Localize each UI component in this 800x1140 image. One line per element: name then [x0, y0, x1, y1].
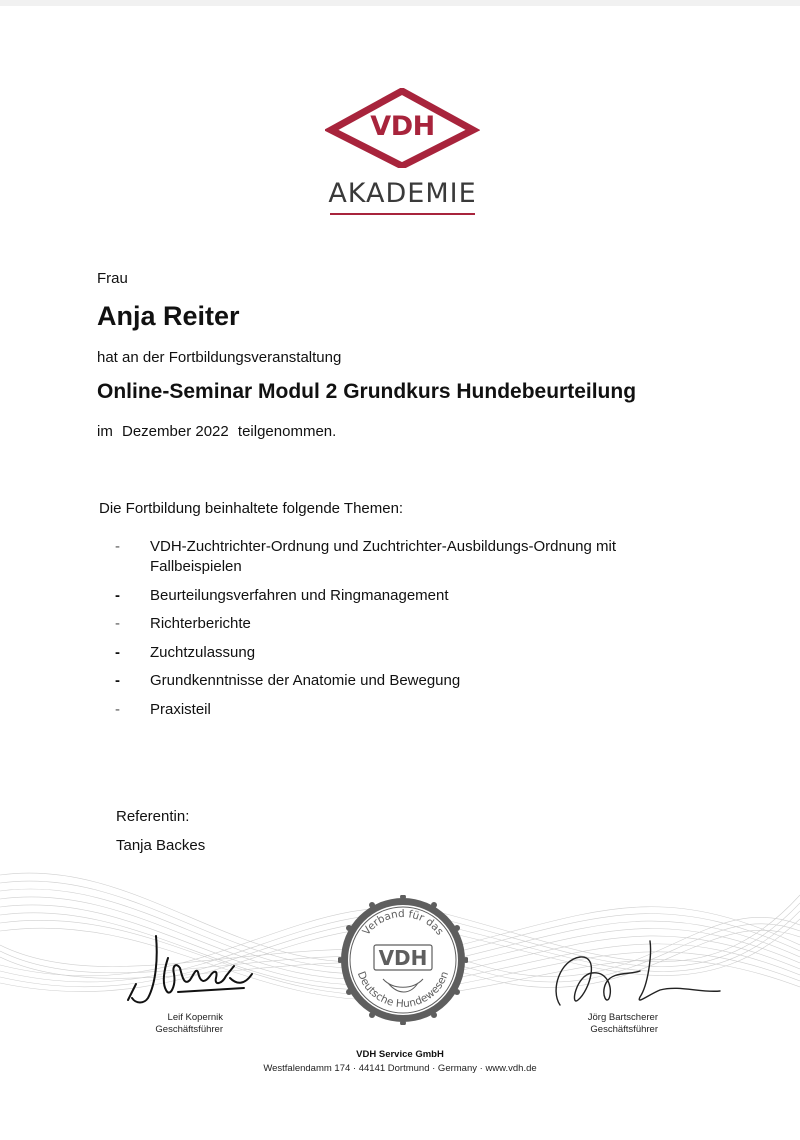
list-dash: -: [115, 586, 120, 604]
list-dash: -: [115, 643, 120, 661]
date-suffix: teilgenommen.: [237, 423, 337, 440]
referent-name: Tanja Backes: [116, 837, 206, 854]
topic-text: Grundkenntnisse der Anatomie und Bewegung: [150, 672, 461, 689]
seal-top-text: Verband für das: [360, 907, 446, 938]
company-name: VDH Service GmbH: [356, 1049, 444, 1060]
list-item: [115, 537, 675, 577]
top-strip: [0, 0, 800, 6]
signer-left: [120, 1012, 223, 1036]
vdh-akademie-logo: [325, 88, 480, 223]
list-dash: -: [115, 672, 120, 689]
date-line: [97, 423, 341, 440]
seal-center-text: VDH: [378, 946, 428, 970]
signer-right: [555, 1012, 658, 1036]
topics-list: [115, 537, 675, 728]
logo-subtitle: AKADEMIE: [328, 178, 477, 209]
course-date: Dezember 2022: [122, 423, 229, 440]
signer-name: Jörg Bartscherer: [587, 1012, 658, 1023]
signer-role: Geschäftsführer: [155, 1024, 223, 1035]
company-address: Westfalendamm 174 · 44141 Dortmund · Germany · www.vdh.de: [263, 1063, 537, 1074]
seal-bottom-text: Deutsche Hundewesen: [354, 969, 452, 1011]
list-item: [115, 614, 675, 634]
signer-role: Geschäftsführer: [590, 1024, 658, 1035]
topic-text: VDH-Zuchtrichter-Ordnung und Zuchtrichter-Ausbildungs-Ordnung mit Fallbeispielen: [150, 538, 617, 575]
date-prefix: im: [97, 423, 113, 440]
list-dash: -: [115, 615, 120, 632]
signer-name: Leif Kopernik: [167, 1012, 223, 1023]
list-item: [115, 643, 675, 663]
list-item: [115, 671, 675, 691]
list-dash: -: [115, 700, 120, 718]
topic-text: Beurteilungsverfahren und Ringmanagement: [150, 586, 449, 604]
referent-label: Referentin:: [116, 808, 190, 825]
topic-text: Zuchtzulassung: [150, 643, 256, 661]
logo-underline: [330, 213, 475, 215]
salutation: Frau: [97, 270, 128, 287]
topic-text: Praxisteil: [150, 700, 211, 718]
topic-text: Richterberichte: [150, 615, 251, 632]
course-title: Online-Seminar Modul 2 Grundkurs Hundebeurteilung: [97, 380, 637, 403]
intro-text: hat an der Fortbildungsveranstaltung: [97, 349, 342, 366]
list-dash: -: [115, 538, 120, 555]
logo-mark-text: VDH: [370, 111, 435, 142]
list-item: [115, 700, 675, 720]
recipient-name: Anja Reiter: [97, 301, 240, 331]
topics-heading: Die Fortbildung beinhaltete folgende Themen:: [99, 500, 404, 517]
vdh-seal-icon: [338, 895, 468, 1025]
signature-left: [118, 928, 258, 1008]
list-item: [115, 586, 675, 606]
